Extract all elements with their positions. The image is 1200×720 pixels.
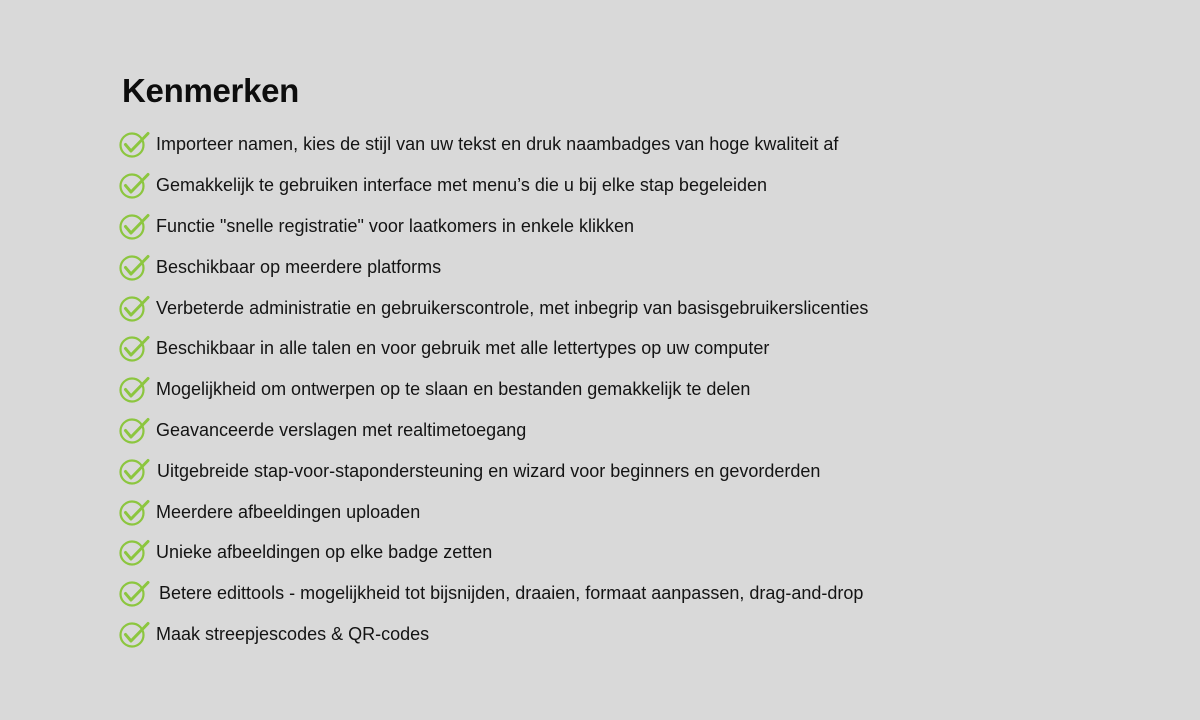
- feature-item: [118, 328, 1118, 369]
- checkmark-icon: [118, 538, 150, 566]
- checkmark-icon: [118, 579, 150, 607]
- feature-item: [118, 287, 1118, 328]
- checkmark-icon: [118, 620, 150, 648]
- feature-text: Geavanceerde verslagen met realtimetoegang: [156, 419, 527, 440]
- feature-text: Mogelijkheid om ontwerpen op te slaan en bestanden gemakkelijk te delen: [156, 379, 751, 400]
- feature-text: Gemakkelijk te gebruiken interface met menu’s die u bij elke stap begeleiden: [156, 175, 768, 196]
- checkmark-icon: [118, 294, 150, 322]
- checkmark-icon: [118, 416, 150, 444]
- checkmark-icon: [118, 253, 150, 281]
- feature-item: [118, 369, 1118, 410]
- feature-item: [118, 491, 1118, 532]
- checkmark-icon: [118, 375, 150, 403]
- feature-item: [118, 246, 1118, 287]
- checkmark-icon: [118, 498, 150, 526]
- feature-item: [118, 450, 1118, 491]
- feature-item: [118, 614, 1118, 655]
- feature-list: [118, 124, 1118, 654]
- feature-text: Betere edittools - mogelijkheid tot bijsnijden, draaien, formaat aanpassen, drag-and-drop: [159, 583, 864, 604]
- checkmark-icon: [118, 171, 150, 199]
- feature-text: Meerdere afbeeldingen uploaden: [156, 501, 421, 522]
- feature-text: Beschikbaar op meerdere platforms: [156, 256, 442, 277]
- features-section: [118, 70, 1118, 654]
- feature-item: [118, 410, 1118, 451]
- feature-text: Maak streepjescodes & QR-codes: [156, 623, 430, 644]
- feature-text: Uitgebreide stap-voor-stapondersteuning en wizard voor beginners en gevorderden: [157, 460, 821, 481]
- feature-item: [118, 532, 1118, 573]
- feature-text: Beschikbaar in alle talen en voor gebruik met alle lettertypes op uw computer: [156, 338, 770, 359]
- checkmark-icon: [118, 334, 150, 362]
- feature-item: [118, 124, 1118, 165]
- feature-item: [118, 573, 1118, 614]
- feature-text: Verbeterde administratie en gebruikerscontrole, met inbegrip van basisgebruikerslicenties: [156, 297, 869, 318]
- feature-text: Unieke afbeeldingen op elke badge zetten: [156, 542, 493, 563]
- feature-item: [118, 165, 1118, 206]
- feature-text: Functie "snelle registratie" voor laatkomers in enkele klikken: [156, 215, 634, 236]
- feature-text: Importeer namen, kies de stijl van uw tekst en druk naambadges van hoge kwaliteit af: [156, 134, 839, 155]
- checkmark-icon: [118, 130, 150, 158]
- features-heading: Kenmerken: [122, 72, 300, 109]
- checkmark-icon: [118, 212, 150, 240]
- checkmark-icon: [118, 457, 150, 485]
- feature-item: [118, 206, 1118, 247]
